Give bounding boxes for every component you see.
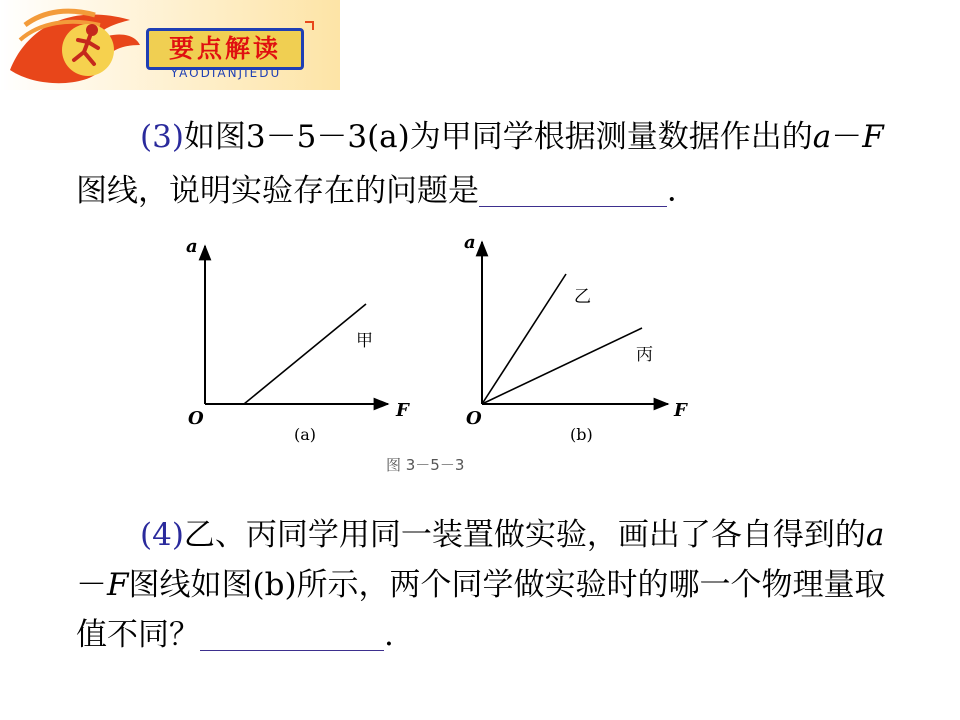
question-3-number: (3) [140, 119, 184, 155]
panel-b-label: (b) [570, 425, 593, 444]
panel-b [464, 232, 688, 444]
panel-b-y-label: a [464, 232, 476, 253]
section-subtitle: YAODIANJIEDU [170, 66, 282, 80]
question-3-var-f: F [862, 119, 884, 155]
question-3-end: ． [667, 173, 698, 209]
panel-b-line2-label: 丙 [636, 345, 653, 365]
figure-caption: 图 3－5－3 [386, 456, 465, 474]
question-3-paragraph [76, 110, 906, 218]
question-4-var-f: F [107, 567, 129, 603]
panel-a-x-label: F [396, 400, 409, 421]
question-4-var-a: a [865, 517, 885, 553]
panel-b-origin: O [466, 408, 482, 429]
question-3-dash: － [831, 119, 863, 155]
panel-a-origin: O [188, 408, 204, 429]
header-banner [0, 0, 340, 90]
question-3-answer-blank[interactable] [479, 172, 667, 207]
panel-a [186, 236, 410, 444]
section-title-badge: 要点解读 [146, 28, 304, 70]
question-3-text-b: 图线，说明实验存在的问题是 [76, 173, 479, 209]
question-3-text-a: 如图3－5－3(a)为甲同学根据测量数据作出的 [183, 119, 813, 155]
question-4-end: . [384, 617, 394, 653]
figure-3-5-3 [160, 228, 720, 480]
panel-a-y-label: a [186, 236, 198, 257]
panel-b-x-label: F [674, 400, 687, 421]
panel-a-line-label: 甲 [356, 331, 373, 351]
question-3-var-a: a [812, 119, 832, 155]
panel-b-line1-label: 乙 [574, 287, 591, 307]
question-4-paragraph [76, 510, 906, 660]
panel-a-label: (a) [294, 425, 317, 444]
question-4-dash: － [76, 567, 107, 603]
question-4-answer-blank[interactable] [200, 616, 384, 651]
question-4-number: (4) [140, 517, 184, 553]
question-4-text-a: 乙、丙同学用同一装置做实验，画出了各自得到的 [183, 517, 866, 553]
panel-a-line-jia [244, 304, 366, 404]
question-4-text-b: 图线如图(b)所示，两个同学做实验时的哪一个物理量取值不同？ [76, 567, 886, 653]
